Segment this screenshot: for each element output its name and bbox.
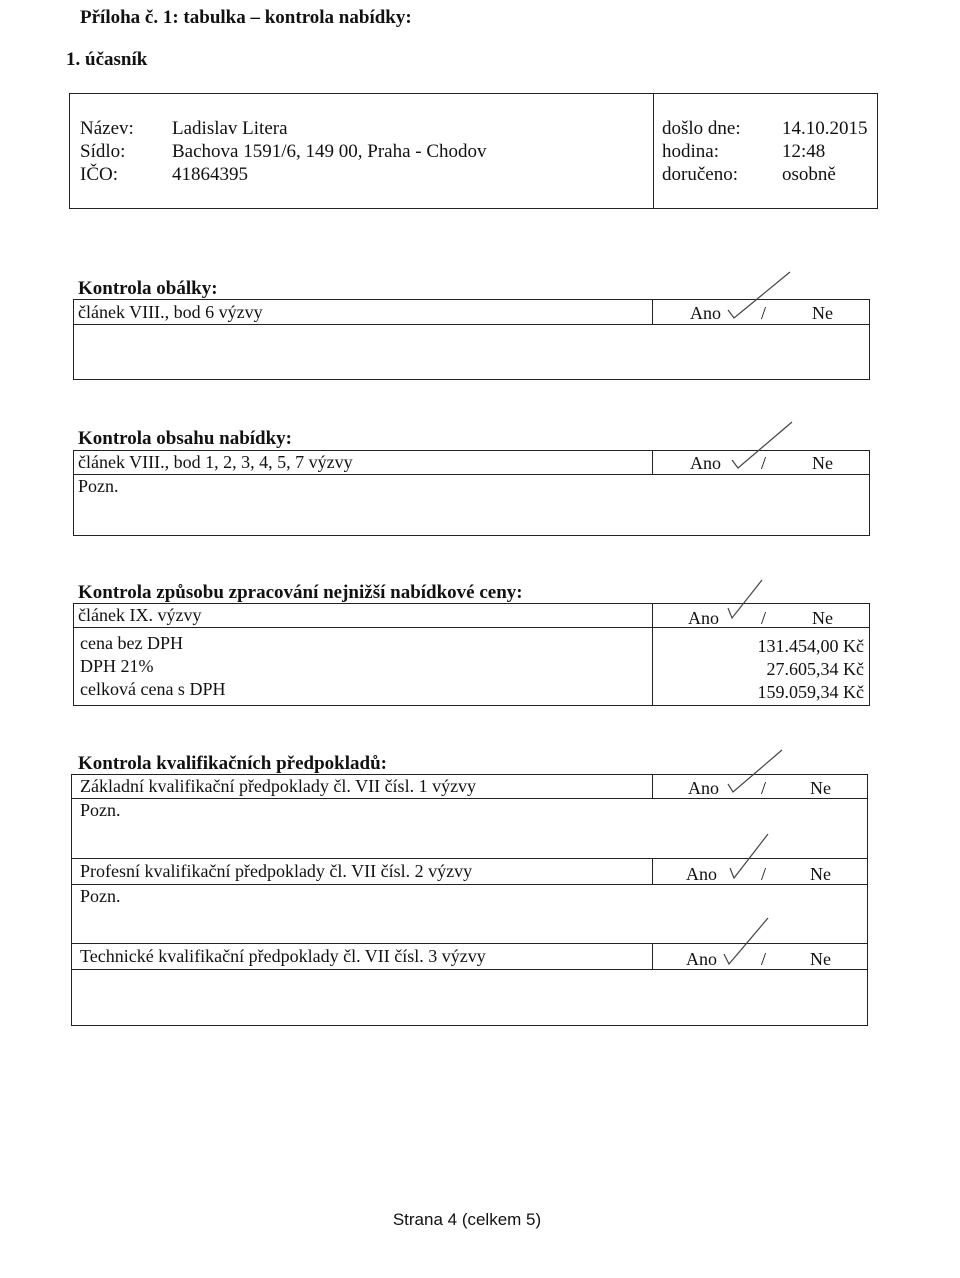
envelope-no: Ne xyxy=(812,303,833,323)
seat-label: Sídlo: xyxy=(80,141,126,162)
name-value: Ladislav Litera xyxy=(172,118,288,139)
content-sep: / xyxy=(761,453,767,473)
envelope-col-divider xyxy=(652,299,653,324)
price-no: Ne xyxy=(812,608,833,628)
basic-col-divider xyxy=(652,774,653,798)
professional-col-divider xyxy=(652,858,653,884)
received-value: 14.10.2015 xyxy=(782,118,868,139)
price-line-value: 159.059,34 Kč xyxy=(757,682,864,702)
content-check-mark-icon xyxy=(730,420,796,474)
delivered-value: osobně xyxy=(782,164,836,185)
technical-no: Ne xyxy=(810,949,831,969)
seat-value: Bachova 1591/6, 149 00, Praha - Chodov xyxy=(172,141,487,162)
professional-note: Pozn. xyxy=(80,886,121,906)
envelope-article: článek VIII., bod 6 výzvy xyxy=(78,302,263,322)
ico-label: IČO: xyxy=(80,164,118,185)
content-col-divider xyxy=(652,450,653,474)
received-label: došlo dne: xyxy=(662,118,741,139)
bidder-box-divider xyxy=(653,93,654,209)
price-line-label: celková cena s DPH xyxy=(80,679,226,699)
basic-row-divider xyxy=(71,798,868,799)
qualification-box xyxy=(71,774,868,1026)
participant-heading: 1. účasník xyxy=(66,49,148,70)
page-number: Strana 4 (celkem 5) xyxy=(392,1210,542,1229)
envelope-row-divider xyxy=(73,324,870,325)
content-note: Pozn. xyxy=(78,476,119,496)
content-article: článek VIII., bod 1, 2, 3, 4, 5, 7 výzvy xyxy=(78,452,353,472)
price-col-divider xyxy=(652,603,653,706)
price-check-mark-icon xyxy=(726,578,766,628)
content-yes: Ano xyxy=(690,453,721,473)
basic-sep: / xyxy=(761,778,767,798)
technical-check-mark-icon xyxy=(722,916,772,970)
ico-value: 41864395 xyxy=(172,164,248,185)
qualification-heading: Kontrola kvalifikačních předpokladů: xyxy=(78,753,387,774)
technical-col-divider xyxy=(652,943,653,969)
time-value: 12:48 xyxy=(782,141,826,162)
professional-yes: Ano xyxy=(686,864,717,884)
technical-sep: / xyxy=(761,949,767,969)
professional-qualification: Profesní kvalifikační předpoklady čl. VII čísl. 2 výzvy xyxy=(80,861,473,881)
price-line-label: DPH 21% xyxy=(80,656,154,676)
basic-yes: Ano xyxy=(688,778,719,798)
content-no: Ne xyxy=(812,453,833,473)
price-sep: / xyxy=(761,608,767,628)
price-yes: Ano xyxy=(688,608,719,628)
technical-yes: Ano xyxy=(686,949,717,969)
price-article: článek IX. výzvy xyxy=(78,605,202,625)
content-heading: Kontrola obsahu nabídky: xyxy=(78,428,293,449)
basic-no: Ne xyxy=(810,778,831,798)
professional-check-mark-icon xyxy=(728,832,772,886)
time-label: hodina: xyxy=(662,141,719,162)
price-line-label: cena bez DPH xyxy=(80,633,183,653)
price-line-value: 27.605,34 Kč xyxy=(766,659,864,679)
delivered-label: doručeno: xyxy=(662,164,738,185)
envelope-heading: Kontrola obálky: xyxy=(78,278,218,299)
professional-no: Ne xyxy=(810,864,831,884)
envelope-check-mark-icon xyxy=(726,270,796,324)
name-label: Název: xyxy=(80,118,134,139)
price-heading: Kontrola způsobu zpracování nejnižší nabídkové ceny: xyxy=(78,582,523,603)
basic-note: Pozn. xyxy=(80,800,121,820)
content-row-divider xyxy=(73,474,870,475)
envelope-sep: / xyxy=(761,303,767,323)
technical-qualification: Technické kvalifikační předpoklady čl. VII čísl. 3 výzvy xyxy=(80,946,486,966)
basic-check-mark-icon xyxy=(726,748,786,798)
page-title: Příloha č. 1: tabulka – kontrola nabídky: xyxy=(80,7,412,28)
professional-sep: / xyxy=(761,864,767,884)
basic-qualification: Základní kvalifikační předpoklady čl. VII čísl. 1 výzvy xyxy=(80,776,477,796)
price-line-value: 131.454,00 Kč xyxy=(757,636,864,656)
envelope-yes: Ano xyxy=(690,303,721,323)
